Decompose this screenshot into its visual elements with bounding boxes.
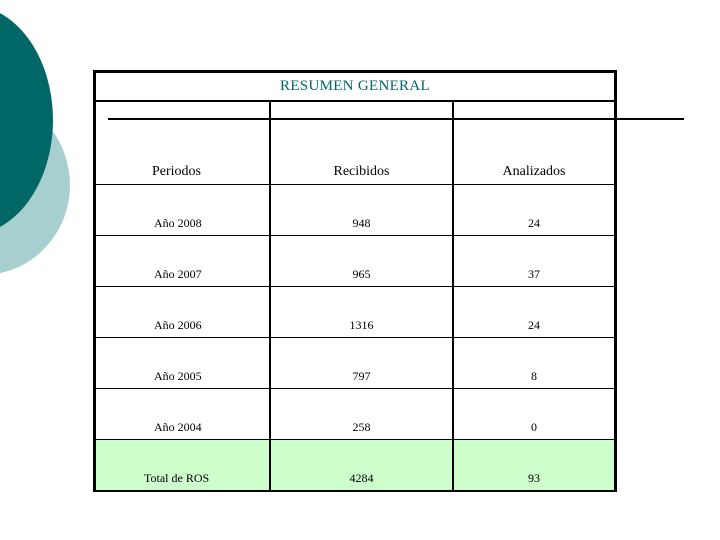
cell-analizados: 37 (453, 236, 614, 287)
cell-recibidos: 948 (270, 185, 453, 236)
table-row (96, 236, 614, 287)
cell-recibidos: 965 (270, 236, 453, 287)
table-title: RESUMEN GENERAL (93, 70, 617, 102)
cell-recibidos: 797 (270, 338, 453, 389)
summary-table (96, 100, 614, 490)
cell-recibidos: 258 (270, 389, 453, 440)
header-analizados: Analizados (453, 100, 614, 185)
cell-analizados: 24 (453, 185, 614, 236)
total-label: Total de ROS (96, 440, 270, 491)
cell-analizados: 8 (453, 338, 614, 389)
cell-analizados: 0 (453, 389, 614, 440)
cell-periodo: Año 2007 (96, 236, 270, 287)
table-row (96, 338, 614, 389)
cell-recibidos: 1316 (270, 287, 453, 338)
table-row (96, 287, 614, 338)
cell-analizados: 24 (453, 287, 614, 338)
total-row (96, 440, 614, 491)
table-row (96, 389, 614, 440)
header-recibidos: Recibidos (270, 100, 453, 185)
cell-periodo: Año 2008 (96, 185, 270, 236)
total-recibidos: 4284 (270, 440, 453, 491)
header-row (96, 100, 614, 185)
table-row (96, 185, 614, 236)
cell-periodo: Año 2004 (96, 389, 270, 440)
cell-periodo: Año 2006 (96, 287, 270, 338)
total-analizados: 93 (453, 440, 614, 491)
horizontal-rule (108, 118, 684, 120)
cell-periodo: Año 2005 (96, 338, 270, 389)
header-periodos: Periodos (96, 100, 270, 185)
